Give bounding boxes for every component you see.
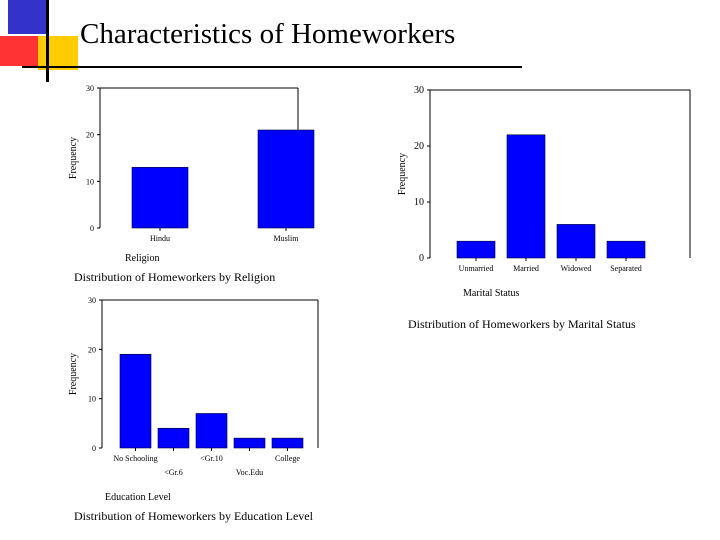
education-chart-y-axis-label: Frequency xyxy=(68,352,79,396)
education-chart-x-tick-label: Voc.Edu xyxy=(235,468,264,477)
religion-chart-x-tick-label: Muslim xyxy=(273,234,299,243)
marital-status-chart-bar xyxy=(457,241,495,258)
decor-yellow-square xyxy=(38,36,78,70)
marital-status-chart-bar xyxy=(607,241,645,258)
decor-blue-square xyxy=(8,0,46,34)
religion-chart-bar xyxy=(132,167,188,228)
marital-status-chart-x-axis-label: Marital Status xyxy=(463,288,520,299)
education-chart-x-tick-label: <Gr.10 xyxy=(200,454,223,463)
religion-chart-y-tick-label: 30 xyxy=(86,84,94,93)
education-chart-y-tick-label: 10 xyxy=(88,394,96,404)
marital-status-chart-x-tick-label: Widowed xyxy=(560,264,592,273)
religion-chart-y-tick-label: 0 xyxy=(90,224,94,233)
education-chart-x-tick-label: <Gr.6 xyxy=(164,468,183,477)
education-chart-bar xyxy=(234,438,265,448)
education-chart xyxy=(60,290,350,510)
marital-status-chart-x-tick-label: Unmarried xyxy=(458,264,494,273)
education-chart-y-tick-label: 0 xyxy=(92,444,96,453)
marital-status-chart-y-tick-label: 30 xyxy=(414,85,424,96)
religion-chart-caption: Distribution of Homeworkers by Religion xyxy=(74,270,276,284)
religion-chart-bar xyxy=(258,130,314,228)
education-chart-y-tick-label: 30 xyxy=(88,296,96,305)
education-chart-x-axis-label: Education Level xyxy=(105,492,171,503)
education-chart-bar xyxy=(196,413,227,448)
education-chart-x-tick-label: College xyxy=(275,454,300,463)
religion-chart xyxy=(60,78,320,268)
marital-status-chart-bar xyxy=(557,224,595,258)
marital-status-chart-bar xyxy=(507,135,545,258)
marital-status-chart-y-tick-label: 0 xyxy=(419,253,424,264)
marital-status-chart xyxy=(385,78,705,306)
religion-chart-y-tick-label: 10 xyxy=(86,177,94,187)
education-chart-bar xyxy=(158,428,189,448)
religion-chart-y-tick-label: 20 xyxy=(86,130,94,140)
education-chart-y-tick-label: 20 xyxy=(88,345,96,355)
marital-status-chart-y-tick-label: 20 xyxy=(414,141,424,152)
education-chart-bar xyxy=(120,354,151,448)
decor-horizontal-line xyxy=(22,66,522,68)
slide-title: Characteristics of Homeworkers xyxy=(80,18,456,50)
marital-status-chart-x-tick-label: Separated xyxy=(610,264,642,273)
education-chart-caption: Distribution of Homeworkers by Education Level xyxy=(74,509,313,523)
marital-status-chart-y-axis-label: Frequency xyxy=(397,152,408,196)
religion-chart-x-tick-label: Hindu xyxy=(150,234,170,243)
marital-status-chart-caption: Distribution of Homeworkers by Marital Status xyxy=(408,317,636,331)
decor-vertical-line xyxy=(46,0,49,82)
decor-red-square xyxy=(0,36,38,66)
religion-chart-x-axis-label: Religion xyxy=(125,253,160,264)
marital-status-chart-x-tick-label: Married xyxy=(513,264,539,273)
education-chart-x-tick-label: No Schooling xyxy=(113,454,158,463)
marital-status-chart-y-tick-label: 10 xyxy=(414,197,424,208)
education-chart-bar xyxy=(272,438,303,448)
religion-chart-y-axis-label: Frequency xyxy=(68,136,79,180)
